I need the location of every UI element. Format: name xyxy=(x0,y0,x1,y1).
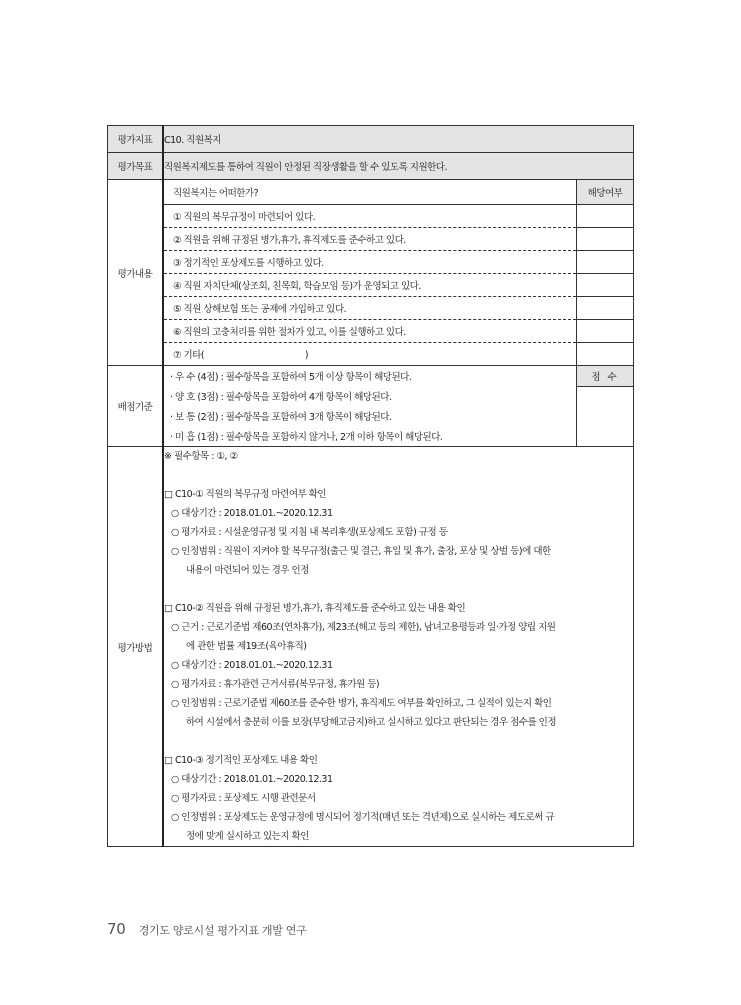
method-bullet: ○ 대상기간 : 2018.01.01.~2020.12.31 xyxy=(171,774,333,785)
content-question: 직원복지는 어떠한가? xyxy=(164,180,577,205)
method-section-title: □ C10-② 직원을 위해 규정된 병가,휴가, 휴직제도를 준수하고 있는 내용 확인 xyxy=(164,603,466,614)
checklist-item: ③ 정기적인 포상제도를 시행하고 있다. xyxy=(164,251,577,274)
check-cell[interactable] xyxy=(577,297,634,320)
scoring-line: · 보 통 (2점) : 필수항목을 포함하여 3개 항목이 해당된다. xyxy=(164,406,577,426)
page-footer xyxy=(107,920,306,938)
checklist-item: ⑥ 직원의 고충처리를 위한 절차가 있고, 이를 실행하고 있다. xyxy=(164,320,577,343)
method-bullet: ○ 평가자료 : 휴가관련 근거서류(복무규정, 휴가원 등) xyxy=(171,679,380,690)
method-bullet: ○ 근거 : 근로기준법 제60조(연차휴가), 제23조(해고 등의 제한), 남녀고용평등과 일·가정 양립 지원 xyxy=(171,622,556,633)
score-header: 점 수 xyxy=(577,366,634,386)
checklist-item: ⑤ 직원 상해보험 또는 공제에 가입하고 있다. xyxy=(164,297,577,320)
check-cell[interactable] xyxy=(577,320,634,343)
check-cell[interactable] xyxy=(577,228,634,251)
required-items: ※ 필수항목 : ①, ② xyxy=(164,451,238,462)
method-bullet: ○ 평가자료 : 포상제도 시행 관련문서 xyxy=(171,793,316,804)
indicator-label: 평가지표 xyxy=(108,126,164,153)
method-bullet-cont: 정에 맞게 실시하고 있는지 확인 xyxy=(186,831,309,842)
method-bullet: ○ 인정범위 : 포상제도는 운영규정에 명시되어 정기적(매년 또는 격년제)으로 실시하는 제도로써 규 xyxy=(171,812,555,823)
check-cell[interactable] xyxy=(577,274,634,297)
evaluation-sheet xyxy=(107,125,634,847)
method-section-title: □ C10-③ 정기적인 포상제도 내용 확인 xyxy=(164,755,318,766)
goal-label: 평가목표 xyxy=(108,153,164,180)
method-bullet: ○ 인정범위 : 근로기준법 제60조를 준수한 병가, 휴직제도 여부를 확인하고, 그 실적이 있는지 확인 xyxy=(171,698,552,709)
page-number: 70 xyxy=(107,920,126,938)
method-bullet-cont: 내용이 마련되어 있는 경우 인정 xyxy=(186,565,309,576)
score-cell[interactable] xyxy=(577,386,634,446)
scoring-line: · 우 수 (4점) : 필수항목을 포함하여 5개 이상 항목이 해당된다. xyxy=(164,366,577,386)
check-cell[interactable] xyxy=(577,343,634,366)
goal-value: 직원복지제도를 통하여 직원이 안정된 직장생활을 할 수 있도록 지원한다. xyxy=(163,153,634,180)
checklist-item: ⑦ 기타( ) xyxy=(164,343,577,366)
method-bullet: ○ 인정범위 : 직원이 지켜야 할 복무규정(출근 및 결근, 휴일 및 휴가, 출장, 포상 및 상벌 등)에 대한 xyxy=(171,546,551,557)
check-cell[interactable] xyxy=(577,205,634,228)
method-label: 평가방법 xyxy=(108,447,164,847)
scoring-criteria xyxy=(164,366,633,446)
check-cell[interactable] xyxy=(577,251,634,274)
content-label: 평가내용 xyxy=(108,180,164,366)
scoring-line: · 양 호 (3점) : 필수항목을 포함하여 4개 항목이 해당된다. xyxy=(164,386,577,406)
checklist-item: ① 직원의 복무규정이 마련되어 있다. xyxy=(164,205,577,228)
footer-title: 경기도 양로시설 평가지표 개발 연구 xyxy=(138,924,307,937)
indicator-value: C10. 직원복지 xyxy=(163,126,634,153)
method-bullet-cont: 하여 시설에서 충분히 이를 보장(부당해고금지)하고 실시하고 있다고 판단되는 경우 점수를 인정 xyxy=(186,717,557,728)
content-checklist xyxy=(164,180,633,365)
scoring-label: 배점기준 xyxy=(108,366,164,447)
evaluation-table xyxy=(107,125,634,847)
method-bullet: ○ 대상기간 : 2018.01.01.~2020.12.31 xyxy=(171,660,333,671)
method-bullet: ○ 평가자료 : 시설운영규정 및 지침 내 복리후생(포상제도 포함) 규정 등 xyxy=(171,527,448,538)
scoring-line: · 미 흡 (1점) : 필수항목을 포함하지 않거나, 2개 이하 항목이 해당된다. xyxy=(164,426,577,446)
checklist-item: ④ 직원 자치단체(상조회, 친목회, 학습모임 등)가 운영되고 있다. xyxy=(164,274,577,297)
method-section-title: □ C10-① 직원의 복무규정 마련여부 확인 xyxy=(164,489,327,500)
method-bullet-cont: 에 관한 법률 제19조(육아휴직) xyxy=(186,641,307,652)
method-body xyxy=(163,447,634,847)
method-bullet: ○ 대상기간 : 2018.01.01.~2020.12.31 xyxy=(171,508,333,519)
check-header: 해당여부 xyxy=(577,180,634,205)
checklist-item: ② 직원을 위해 규정된 병가,휴가, 휴직제도를 준수하고 있다. xyxy=(164,228,577,251)
